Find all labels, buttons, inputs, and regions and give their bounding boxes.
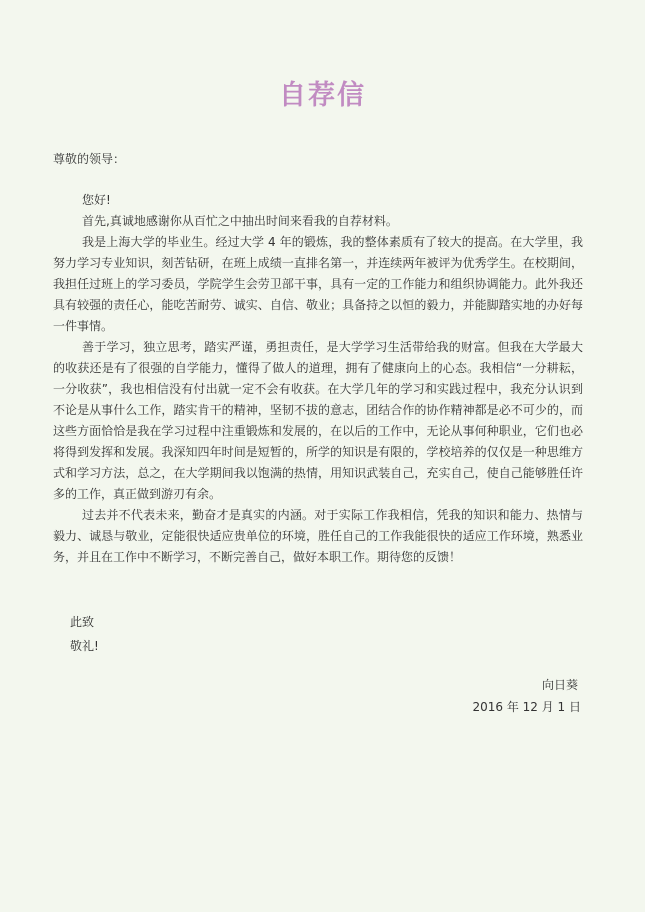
introduction-paragraph: 我是上海大学的毕业生。经过大学 4 年的锻炼，我的整体素质有了较大的提高。在大学里，我努力学习专业知识，刻苦钻研，在班上成绩一直排名第一，并连续两年被评为优秀学生。在校期间，我担任过班上的学习委员，学院学生会劳卫部干事，具有一定的工作能力和组织协调能力。此外我还具有较强的责任心，能吃苦耐劳、诚实、自信、敬业；具备持之以恒的毅力，并能脚踏实地的办好每一件事情。	[53, 235, 583, 333]
thanks-paragraph: 首先,真诚地感谢你从百忙之中抽出时间来看我的自荐材料。	[82, 214, 398, 228]
letter-title: 自荐信	[279, 80, 366, 111]
study-paragraph: 善于学习，独立思考，踏实严谨，勇担责任，是大学学习生活带给我的财富。但我在大学最大的收获还是有了很强的自学能力，懂得了做人的道理，拥有了健康向上的心态。我相信“一分耕耘，一分收获”，我也相信没有付出就一定不会有收获。在大学几年的学习和实践过程中，我充分认识到不论是从事什么工作，踏实肯干的精神，坚韧不拔的意志，团结合作的协作精神都是必不可少的，而这些方面恰恰是我在学习过程中注重锻炼和发展的，在以后的工作中，无论从事何种职业，它们也必将得到发挥和发展。我深知四年时间是短暂的，所学的知识是有限的，学校培养的仅仅是一种思维方式和学习方法，总之，在大学期间我以饱满的热情，用知识武装自己，充实自己，使自己能够胜任许多的工作，真正做到游刃有余。	[53, 340, 583, 501]
greeting-paragraph: 您好!	[82, 193, 111, 207]
expectation-paragraph: 过去并不代表未来，勤奋才是真实的内涵。对于实际工作我相信，凭我的知识和能力、热情与毅力、诚恳与敬业，定能很快适应贵单位的环境，胜任自己的工作我能很快的适应工作环境，熟悉业务，并且在工作中不断学习，不断完善自己，做好本职工作。期待您的反馈！	[53, 508, 583, 564]
salutation: 尊敬的领导：	[53, 152, 126, 166]
closing-line-2: 敬礼!	[70, 639, 99, 653]
letter-body	[53, 190, 583, 568]
signature: 向日葵	[541, 678, 578, 692]
date: 2016 年 12 月 1 日	[472, 700, 581, 714]
closing-line-1: 此致	[70, 615, 95, 629]
